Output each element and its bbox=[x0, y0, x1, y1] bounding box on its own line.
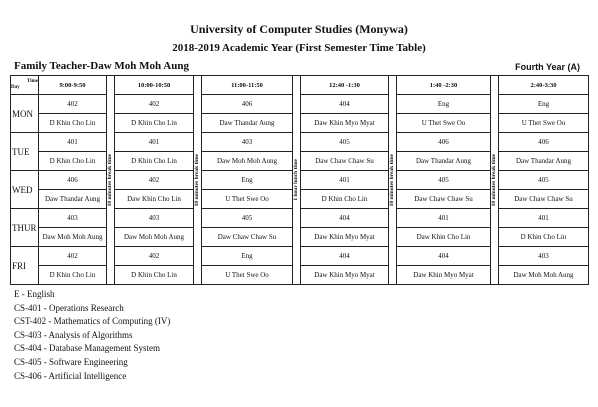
lunch-column bbox=[293, 76, 301, 285]
course-code: 403 bbox=[115, 209, 194, 228]
teacher-name: Daw Khin Cho Lin bbox=[115, 190, 194, 209]
teacher-name: Daw Khin Myo Myat bbox=[397, 266, 491, 285]
day-label-thur: THUR bbox=[11, 209, 39, 247]
day-label-fri: FRI bbox=[11, 247, 39, 285]
course-legend bbox=[14, 288, 170, 383]
legend-item: CS-403 - Analysis of Algorithms bbox=[14, 329, 133, 340]
teacher-name: Daw Chaw Chaw Su bbox=[202, 228, 293, 247]
teacher-name: U Thet Swe Oo bbox=[499, 114, 589, 133]
time-slot-6: 2:40-3:30 bbox=[499, 76, 589, 95]
teacher-name: D Khin Cho Lin bbox=[39, 266, 107, 285]
teacher-name: D Khin Cho Lin bbox=[39, 114, 107, 133]
course-code: 406 bbox=[397, 133, 491, 152]
academic-year-title: 2018-2019 Academic Year (First Semester Time Table) bbox=[172, 42, 426, 54]
teacher-name: U Thet Swe Oo bbox=[202, 190, 293, 209]
legend-item: CST-402 - Mathematics of Computing (IV) bbox=[14, 316, 171, 327]
course-code: 405 bbox=[202, 209, 293, 228]
teacher-name: Daw Moh Moh Aung bbox=[115, 228, 194, 247]
course-code: Eng bbox=[499, 95, 589, 114]
course-code: 402 bbox=[115, 95, 194, 114]
teacher-name: Daw Moh Moh Aung bbox=[202, 152, 293, 171]
time-slot-2: 10:00-10:50 bbox=[115, 76, 194, 95]
teacher-name: Daw Moh Moh Aung bbox=[39, 228, 107, 247]
teacher-name: Daw Khin Myo Myat bbox=[301, 266, 389, 285]
family-teacher: Family Teacher-Daw Moh Moh Aung bbox=[14, 60, 189, 72]
corner-time-label: Time bbox=[26, 79, 38, 84]
teacher-name: Daw Khin Myo Myat bbox=[301, 228, 389, 247]
break-column-1 bbox=[107, 76, 115, 285]
day-label-mon: MON bbox=[11, 95, 39, 133]
course-code: 402 bbox=[115, 247, 194, 266]
corner-day-label: Day bbox=[11, 85, 20, 90]
time-slot-4: 12:40 -1:30 bbox=[301, 76, 389, 95]
break-label-5: 10 minutes break time bbox=[491, 153, 497, 207]
course-code: 402 bbox=[39, 247, 107, 266]
break-label-1: 10 minutes break time bbox=[107, 153, 113, 207]
course-code: 403 bbox=[499, 247, 589, 266]
class-label: Fourth Year (A) bbox=[515, 62, 580, 72]
course-code: 404 bbox=[301, 209, 389, 228]
course-code: 401 bbox=[301, 171, 389, 190]
course-code: Eng bbox=[397, 95, 491, 114]
time-day-corner bbox=[11, 76, 39, 95]
course-code: 406 bbox=[202, 95, 293, 114]
teacher-name: D Khin Cho Lin bbox=[301, 190, 389, 209]
course-code: Eng bbox=[202, 171, 293, 190]
timetable bbox=[10, 75, 589, 285]
teacher-name: Daw Khin Myo Myat bbox=[301, 114, 389, 133]
teacher-name: Daw Chaw Chaw Su bbox=[499, 190, 589, 209]
course-code: Eng bbox=[202, 247, 293, 266]
lunch-label: 1 hour lunch time bbox=[293, 159, 299, 201]
legend-item: E - English bbox=[14, 289, 55, 299]
legend-item: CS-405 - Software Engineering bbox=[14, 356, 128, 367]
time-slot-1: 9:00-9:50 bbox=[39, 76, 107, 95]
teacher-name: Daw Thandar Aung bbox=[397, 152, 491, 171]
legend-item: CS-406 - Artificial Intelligence bbox=[14, 370, 127, 381]
teacher-name: Daw Chaw Chaw Su bbox=[301, 152, 389, 171]
course-code: 403 bbox=[39, 209, 107, 228]
teacher-name: U Thet Swe Oo bbox=[397, 114, 491, 133]
legend-item: CS-404 - Database Management System bbox=[14, 343, 160, 354]
course-code: 405 bbox=[301, 133, 389, 152]
day-label-wed: WED bbox=[11, 171, 39, 209]
teacher-name: Daw Thandar Aung bbox=[499, 152, 589, 171]
university-title: University of Computer Studies (Monywa) bbox=[190, 22, 408, 36]
course-code: 406 bbox=[499, 133, 589, 152]
course-code: 405 bbox=[499, 171, 589, 190]
teacher-name: D Khin Cho Lin bbox=[115, 266, 194, 285]
time-slot-5: 1:40 -2:30 bbox=[397, 76, 491, 95]
course-code: 401 bbox=[115, 133, 194, 152]
teacher-name: D Khin Cho Lin bbox=[115, 152, 194, 171]
course-code: 404 bbox=[301, 247, 389, 266]
break-label-2: 10 minutes break time bbox=[194, 153, 200, 207]
break-column-5 bbox=[491, 76, 499, 285]
course-code: 406 bbox=[39, 171, 107, 190]
course-code: 402 bbox=[39, 95, 107, 114]
teacher-name: Daw Khin Cho Lin bbox=[397, 228, 491, 247]
course-code: 401 bbox=[397, 209, 491, 228]
teacher-name: Daw Moh Moh Aung bbox=[499, 266, 589, 285]
time-header-row bbox=[11, 76, 589, 95]
time-slot-3: 11:00-11:50 bbox=[202, 76, 293, 95]
course-code: 401 bbox=[499, 209, 589, 228]
legend-item: CS-401 - Operations Research bbox=[14, 302, 124, 313]
course-code: 403 bbox=[202, 133, 293, 152]
break-column-4 bbox=[389, 76, 397, 285]
teacher-name: Daw Chaw Chaw Su bbox=[397, 190, 491, 209]
teacher-name: U Thet Swe Oo bbox=[202, 266, 293, 285]
course-code: 401 bbox=[39, 133, 107, 152]
teacher-name: D Khin Cho Lin bbox=[115, 114, 194, 133]
break-label-4: 10 minutes break time bbox=[389, 153, 395, 207]
course-code: 404 bbox=[301, 95, 389, 114]
course-code: 402 bbox=[115, 171, 194, 190]
teacher-name: D Khin Cho Lin bbox=[39, 152, 107, 171]
course-code: 404 bbox=[397, 247, 491, 266]
teacher-name: D Khin Cho Lin bbox=[499, 228, 589, 247]
break-column-2 bbox=[194, 76, 202, 285]
teacher-name: Daw Thandar Aung bbox=[202, 114, 293, 133]
teacher-name: Daw Thandar Aung bbox=[39, 190, 107, 209]
day-label-tue: TUE bbox=[11, 133, 39, 171]
course-code: 405 bbox=[397, 171, 491, 190]
